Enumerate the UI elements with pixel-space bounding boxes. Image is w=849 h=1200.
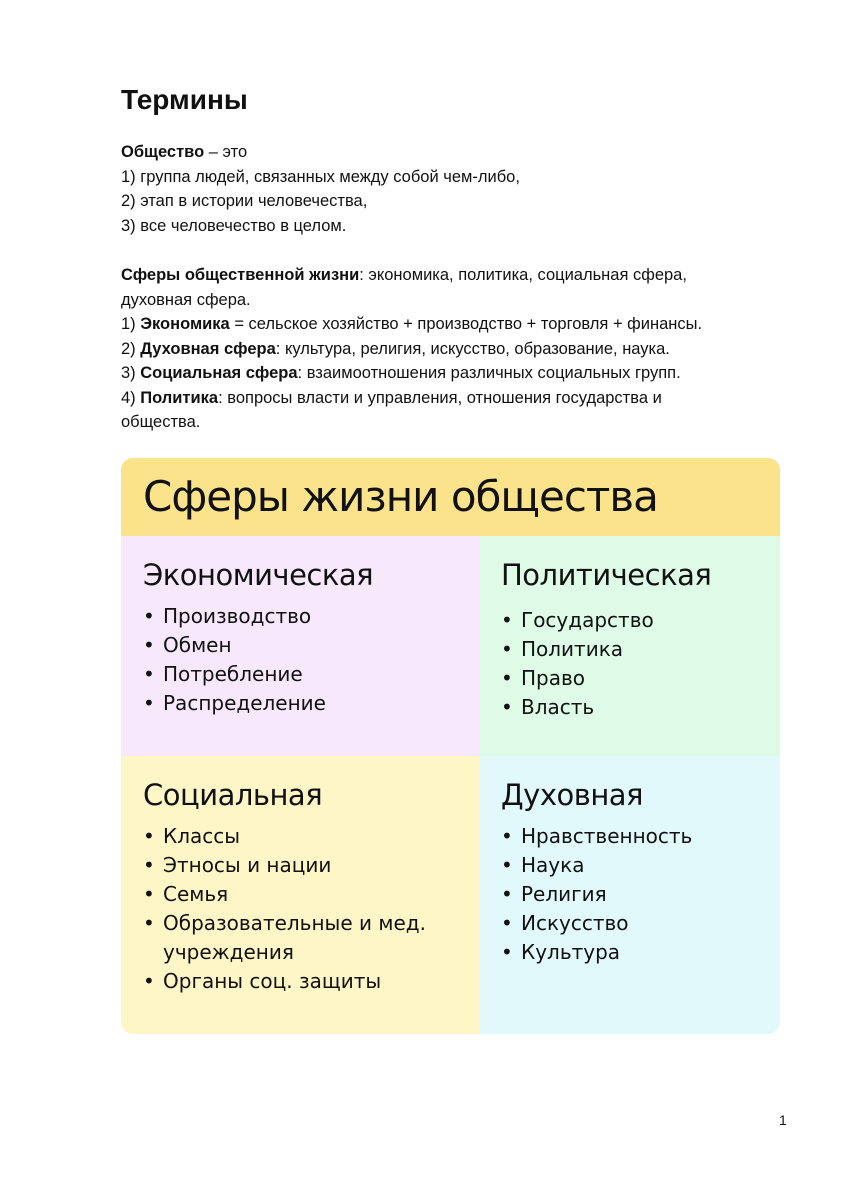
list-item: • Распределение bbox=[143, 689, 457, 718]
spheres-infographic bbox=[121, 458, 780, 1034]
quadrant-title: Духовная bbox=[501, 778, 643, 812]
item-number: 1) bbox=[121, 315, 141, 333]
item-text: = сельское хозяйство + производство + торговля + финансы. bbox=[229, 315, 703, 333]
item-term: Экономика bbox=[140, 315, 230, 333]
list-item: • Культура bbox=[501, 938, 758, 967]
list-item: • Наука bbox=[501, 851, 758, 880]
quadrant-spiritual bbox=[479, 756, 780, 1034]
item-text: : культура, религия, искусство, образование, наука. bbox=[275, 339, 670, 358]
infographic-header bbox=[121, 458, 780, 536]
quadrant-list bbox=[501, 606, 758, 722]
page-number: 1 bbox=[779, 1112, 787, 1128]
quadrant-title: Социальная bbox=[143, 778, 323, 812]
list-item: • Власть bbox=[501, 693, 758, 722]
society-term-line bbox=[121, 140, 801, 165]
list-item: • Искусство bbox=[501, 909, 758, 938]
quadrant-list bbox=[143, 822, 457, 996]
sphere-item bbox=[121, 361, 801, 386]
item-term: Социальная сфера bbox=[140, 364, 298, 382]
sphere-item bbox=[121, 386, 801, 411]
item-number: 4) bbox=[121, 388, 141, 407]
sphere-item bbox=[121, 337, 801, 362]
list-item: • Органы соц. защиты bbox=[143, 967, 457, 996]
quadrant-title: Политическая bbox=[501, 558, 712, 592]
page-title: Термины bbox=[121, 84, 248, 115]
item-term: Духовная сфера bbox=[140, 339, 276, 358]
item-text: : взаимоотношения различных социальных групп. bbox=[297, 364, 681, 382]
item-number: 2) bbox=[121, 339, 141, 358]
item-text: : вопросы власти и управления, отношения государства и bbox=[218, 388, 662, 407]
quadrant-political bbox=[479, 536, 780, 756]
list-item: • Обмен bbox=[143, 631, 457, 660]
spheres-term: Сферы общественной жизни bbox=[121, 266, 360, 284]
item-term: Политика bbox=[140, 388, 219, 407]
quadrant-title: Экономическая bbox=[143, 558, 374, 592]
spheres-intro: : экономика, политика, социальная сфера, bbox=[359, 266, 687, 284]
sphere-item-cont: общества. bbox=[121, 413, 201, 431]
item-number: 3) bbox=[121, 364, 141, 382]
society-intro: – это bbox=[204, 143, 248, 161]
list-item: • Семья bbox=[143, 880, 457, 909]
list-item: • Классы bbox=[143, 822, 457, 851]
quadrant-list bbox=[501, 822, 758, 967]
list-item: • Образовательные и мед. учреждения bbox=[143, 909, 457, 967]
society-definition bbox=[121, 140, 801, 238]
list-item: • Государство bbox=[501, 606, 758, 635]
list-item: • Религия bbox=[501, 880, 758, 909]
infographic-title: Сферы жизни общества bbox=[143, 472, 658, 521]
sphere-item bbox=[121, 312, 801, 337]
list-item: • Нравственность bbox=[501, 822, 758, 851]
list-item: • Политика bbox=[501, 635, 758, 664]
quadrant-economic bbox=[121, 536, 479, 756]
quadrant-social bbox=[121, 756, 479, 1034]
list-item: • Право bbox=[501, 664, 758, 693]
spheres-definition bbox=[121, 263, 801, 435]
society-line: 2) этап в истории человечества, bbox=[121, 192, 368, 210]
society-line: 1) группа людей, связанных между собой чем-либо, bbox=[121, 167, 520, 186]
society-line: 3) все человечество в целом. bbox=[121, 216, 347, 235]
list-item: • Производство bbox=[143, 602, 457, 631]
list-item: • Потребление bbox=[143, 660, 457, 689]
quadrant-list bbox=[143, 602, 457, 718]
spheres-intro-cont: духовная сфера. bbox=[121, 290, 251, 309]
list-item: • Этносы и нации bbox=[143, 851, 457, 880]
society-term: Общество bbox=[121, 143, 205, 161]
